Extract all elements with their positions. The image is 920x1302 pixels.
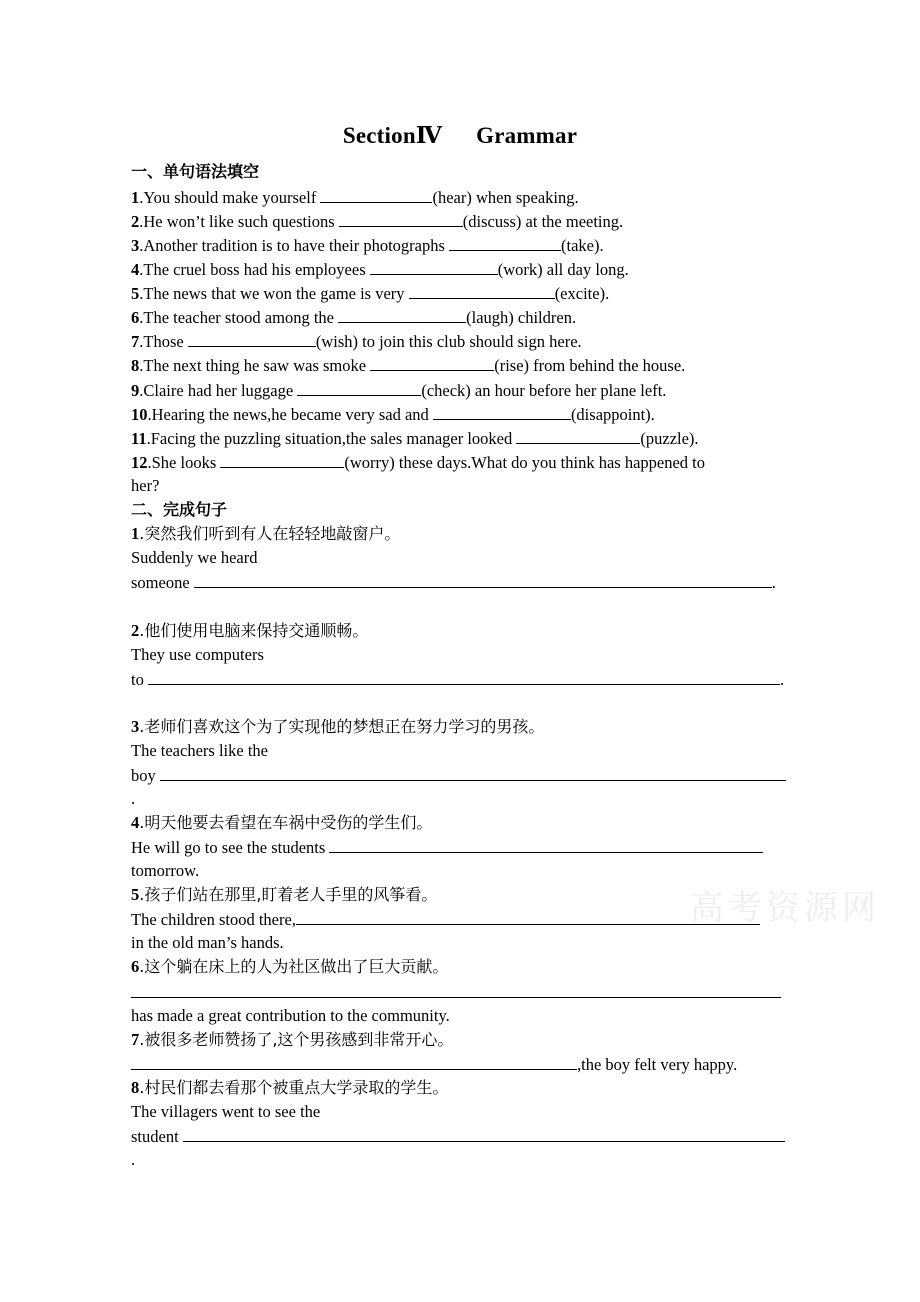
answer-blank[interactable] [148,669,780,685]
answer-blank[interactable] [516,428,640,444]
sentence-2-prompt: 2.他们使用电脑来保持交通顺畅。 [131,621,369,640]
answer-blank[interactable] [320,187,432,203]
exercise-10: 10.Hearing the news,he became very sad and (disappoint). [131,405,655,424]
sentence-6-end: has made a great contribution to the community. [131,1006,450,1025]
sentence-1-prompt: 1.突然我们听到有人在轻轻地敲窗户。 [131,524,401,543]
exercise-9: 9.Claire had her luggage (check) an hour before her plane left. [131,381,667,400]
title-section: SectionⅣ [342,123,443,148]
answer-blank[interactable] [194,572,772,588]
answer-blank[interactable] [339,211,463,227]
exercise-8: 8.The next thing he saw was smoke (rise) from behind the house. [131,356,686,375]
exercise-4: 4.The cruel boss had his employees (work) all day long. [131,260,629,279]
sentence-6-answer [131,982,781,1002]
exercise-12-cont: her? [131,476,160,495]
sentence-1-answer: someone . [131,573,776,592]
sentence-8-end: . [131,1150,136,1169]
answer-blank[interactable] [329,837,763,853]
answer-blank[interactable] [370,355,494,371]
part2-heading: 二、完成句子 [131,500,228,519]
watermark: 高考资源网 [690,888,880,928]
sentence-1-start: Suddenly we heard [131,548,258,567]
sentence-2-start: They use computers [131,645,264,664]
sentence-2-answer: to . [131,670,785,689]
sentence-8-start: The villagers went to see the [131,1102,321,1121]
sentence-4-end: tomorrow. [131,861,200,880]
answer-blank[interactable] [338,307,466,323]
exercise-2: 2.He won’t like such questions (discuss) at the meeting. [131,212,624,231]
exercise-3: 3.Another tradition is to have their photographs (take). [131,236,604,255]
exercise-12: 12.She looks (worry) these days.What do you think has happened to [131,453,706,472]
title-grammar: Grammar [476,123,578,148]
sentence-3-answer: boy [131,765,786,785]
sentence-7-prompt: 7.被很多老师赞扬了,这个男孩感到非常开心。 [131,1030,454,1049]
exercise-1: 1.You should make yourself (hear) when speaking. [131,188,579,207]
answer-blank[interactable] [131,1054,577,1070]
sentence-7-answer: ,the boy felt very happy. [131,1054,737,1074]
exercise-5: 5.The news that we won the game is very (excite). [131,284,610,303]
sentence-8-answer: student [131,1126,785,1146]
part1-heading: 一、单句语法填空 [131,162,260,181]
sentence-4-prompt: 4.明天他要去看望在车祸中受伤的学生们。 [131,813,433,832]
answer-blank[interactable] [188,331,316,347]
page-title [0,122,920,149]
answer-blank[interactable] [449,235,561,251]
sentence-3-start: The teachers like the [131,741,268,760]
exercise-7: 7.Those (wish) to join this club should sign here. [131,332,582,351]
sentence-6-prompt: 6.这个躺在床上的人为社区做出了巨大贡献。 [131,957,449,976]
sentence-3-prompt: 3.老师们喜欢这个为了实现他的梦想正在努力学习的男孩。 [131,717,545,736]
sentence-8-prompt: 8.村民们都去看那个被重点大学录取的学生。 [131,1078,449,1097]
answer-blank[interactable] [160,765,786,781]
answer-blank[interactable] [370,259,498,275]
answer-blank[interactable] [183,1126,785,1142]
sentence-4-answer: He will go to see the students [131,837,763,857]
sentence-5-prompt: 5.孩子们站在那里,盯着老人手里的风筝看。 [131,885,438,904]
answer-blank[interactable] [409,283,555,299]
answer-blank[interactable] [131,982,781,998]
answer-blank[interactable] [297,380,421,396]
exercise-6: 6.The teacher stood among the (laugh) children. [131,308,577,327]
answer-blank[interactable] [220,452,344,468]
exercise-11: 11.Facing the puzzling situation,the sales manager looked (puzzle). [131,429,699,448]
sentence-5-answer: The children stood there, [131,909,760,929]
answer-blank[interactable] [433,404,571,420]
sentence-5-end: in the old man’s hands. [131,933,284,952]
sentence-3-end: . [131,789,136,808]
